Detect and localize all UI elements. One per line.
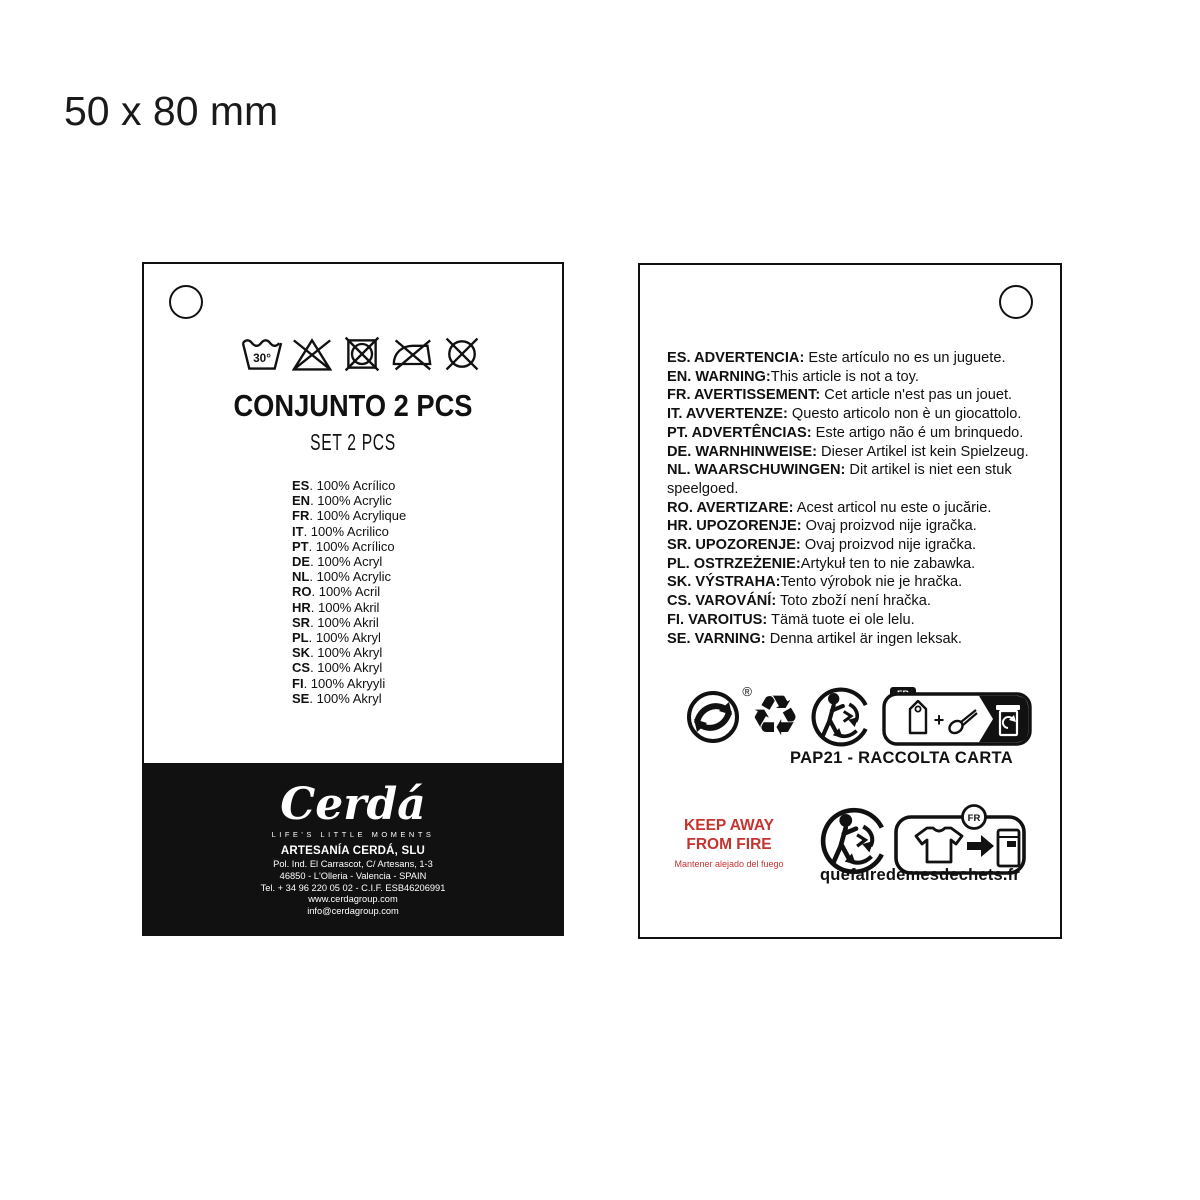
composition-line: EN. 100% Acrylic <box>292 493 392 509</box>
svg-text:+: + <box>933 710 945 730</box>
care-label-tag <box>142 262 564 936</box>
recycling-icons-row <box>685 685 1032 749</box>
warning-label-tag <box>638 263 1062 939</box>
do-not-bleach-icon <box>290 334 334 374</box>
address-line: info@cerdagroup.com <box>307 906 399 917</box>
warning-line: FI. VAROITUS: Tämä tuote ei ole lelu. <box>667 611 915 628</box>
address-line: Tel. + 34 96 220 05 02 - C.I.F. ESB46206991 <box>260 882 446 893</box>
cerda-logo: Cerdá <box>280 779 426 830</box>
warning-line: IT. AVVERTENZE: Questo articolo non è un giocattolo. <box>667 406 1022 423</box>
disposal-url: quefairedemesdechets.fr <box>820 866 1020 884</box>
page-title: 50 x 80 mm <box>64 88 279 134</box>
warning-line: speelgoed. <box>667 480 739 497</box>
composition-line: PL. 100% Akryl <box>292 630 381 646</box>
triman-icon <box>809 685 873 749</box>
warning-line: EN. WARNING:This article is not a toy. <box>667 368 919 385</box>
address-line: Pol. Ind. El Carrascot, C/ Artesans, 1-3 <box>273 859 433 869</box>
svg-text:FR: FR <box>967 813 981 824</box>
address-line: www.cerdagroup.com <box>308 894 398 905</box>
registered-mark: ® <box>742 684 752 699</box>
green-dot-icon <box>685 684 752 745</box>
brand-tagline: LIFE'S LITTLE MOMENTS <box>271 830 435 839</box>
brand-footer <box>142 763 564 936</box>
composition-line: RO. 100% Acril <box>292 584 381 600</box>
warning-line: SE. VARNING: Denna artikel är ingen leksak. <box>667 630 962 647</box>
fire-warning <box>644 816 814 869</box>
do-not-tumble-dry-icon <box>340 334 384 374</box>
composition-line: HR. 100% Akril <box>292 599 380 615</box>
warning-line: SR. UPOZORENJE: Ovaj proizvod nije igračka. <box>667 537 977 554</box>
composition-line: DE. 100% Acryl <box>292 554 383 570</box>
composition-line: NL. 100% Acrylic <box>292 569 391 585</box>
warning-line: CS. VAROVÁNÍ: Toto zboží není hračka. <box>667 593 931 610</box>
warning-line: SK. VÝSTRAHA:Tento výrobok nie je hračka. <box>667 574 963 591</box>
warning-line: HR. UPOZORENJE: Ovaj proizvod nije igračka. <box>667 518 977 535</box>
warnings-list <box>667 349 1043 648</box>
warning-line: FR. AVERTISSEMENT: Cet article n'est pas un jouet. <box>667 387 1013 404</box>
do-not-dry-clean-icon <box>440 334 484 374</box>
product-title: CONJUNTO 2 PCS <box>233 388 473 423</box>
fire-warning-subtext: Mantener alejado del fuego <box>674 859 784 869</box>
warning-line: DE. WARNHINWEISE: Dieser Artikel ist kein Spielzeug. <box>667 443 1029 460</box>
wash-30-icon <box>240 334 284 374</box>
company-address <box>142 859 564 918</box>
product-subtitle: SET 2 PCS <box>310 429 396 455</box>
warning-line: ES. ADVERTENCIA: Este artículo no es un juguete. <box>667 350 1006 366</box>
composition-line: SK. 100% Akryl <box>292 645 383 661</box>
svg-text:30°: 30° <box>253 351 271 366</box>
sorting-info-icon <box>882 687 1032 747</box>
fire-warning-line1: KEEP AWAY <box>684 817 774 834</box>
composition-line: PT. 100% Acrílico <box>292 538 395 554</box>
care-symbols-row <box>153 334 571 374</box>
company-name: ARTESANÍA CERDÁ, SLU <box>280 845 426 857</box>
fire-warning-line2: FROM FIRE <box>686 836 772 853</box>
warning-line: RO. AVERTIZARE: Acest articol nu este o jucărie. <box>667 499 992 516</box>
composition-line: FR. 100% Acrylique <box>292 508 407 524</box>
composition-line: CS. 100% Akryl <box>292 660 383 676</box>
punch-hole <box>999 285 1033 319</box>
recycle-icon: ♻ <box>750 684 801 749</box>
address-line: 46850 - L'Olleria - Valencia - SPAIN <box>279 870 427 881</box>
pap-material-label: PAP21 - RACCOLTA CARTA <box>790 749 1013 767</box>
composition-line: SE. 100% Akryl <box>292 690 382 706</box>
composition-line: FI. 100% Akryyli <box>292 675 386 691</box>
warning-line: PL. OSTRZEŻENIE:Artykuł ten to nie zabawka. <box>667 555 976 572</box>
warning-line: PT. ADVERTÊNCIAS: Este artigo não é um brinquedo. <box>667 424 1024 441</box>
composition-line: SR. 100% Akril <box>292 614 379 630</box>
composition-line: IT. 100% Acrilico <box>292 523 389 539</box>
punch-hole <box>169 285 203 319</box>
composition-line: ES. 100% Acrílico <box>292 478 396 493</box>
warning-line: NL. WAARSCHUWINGEN: Dit artikel is niet een stuk <box>667 462 1012 479</box>
composition-list <box>292 478 406 706</box>
do-not-iron-icon <box>390 334 434 374</box>
